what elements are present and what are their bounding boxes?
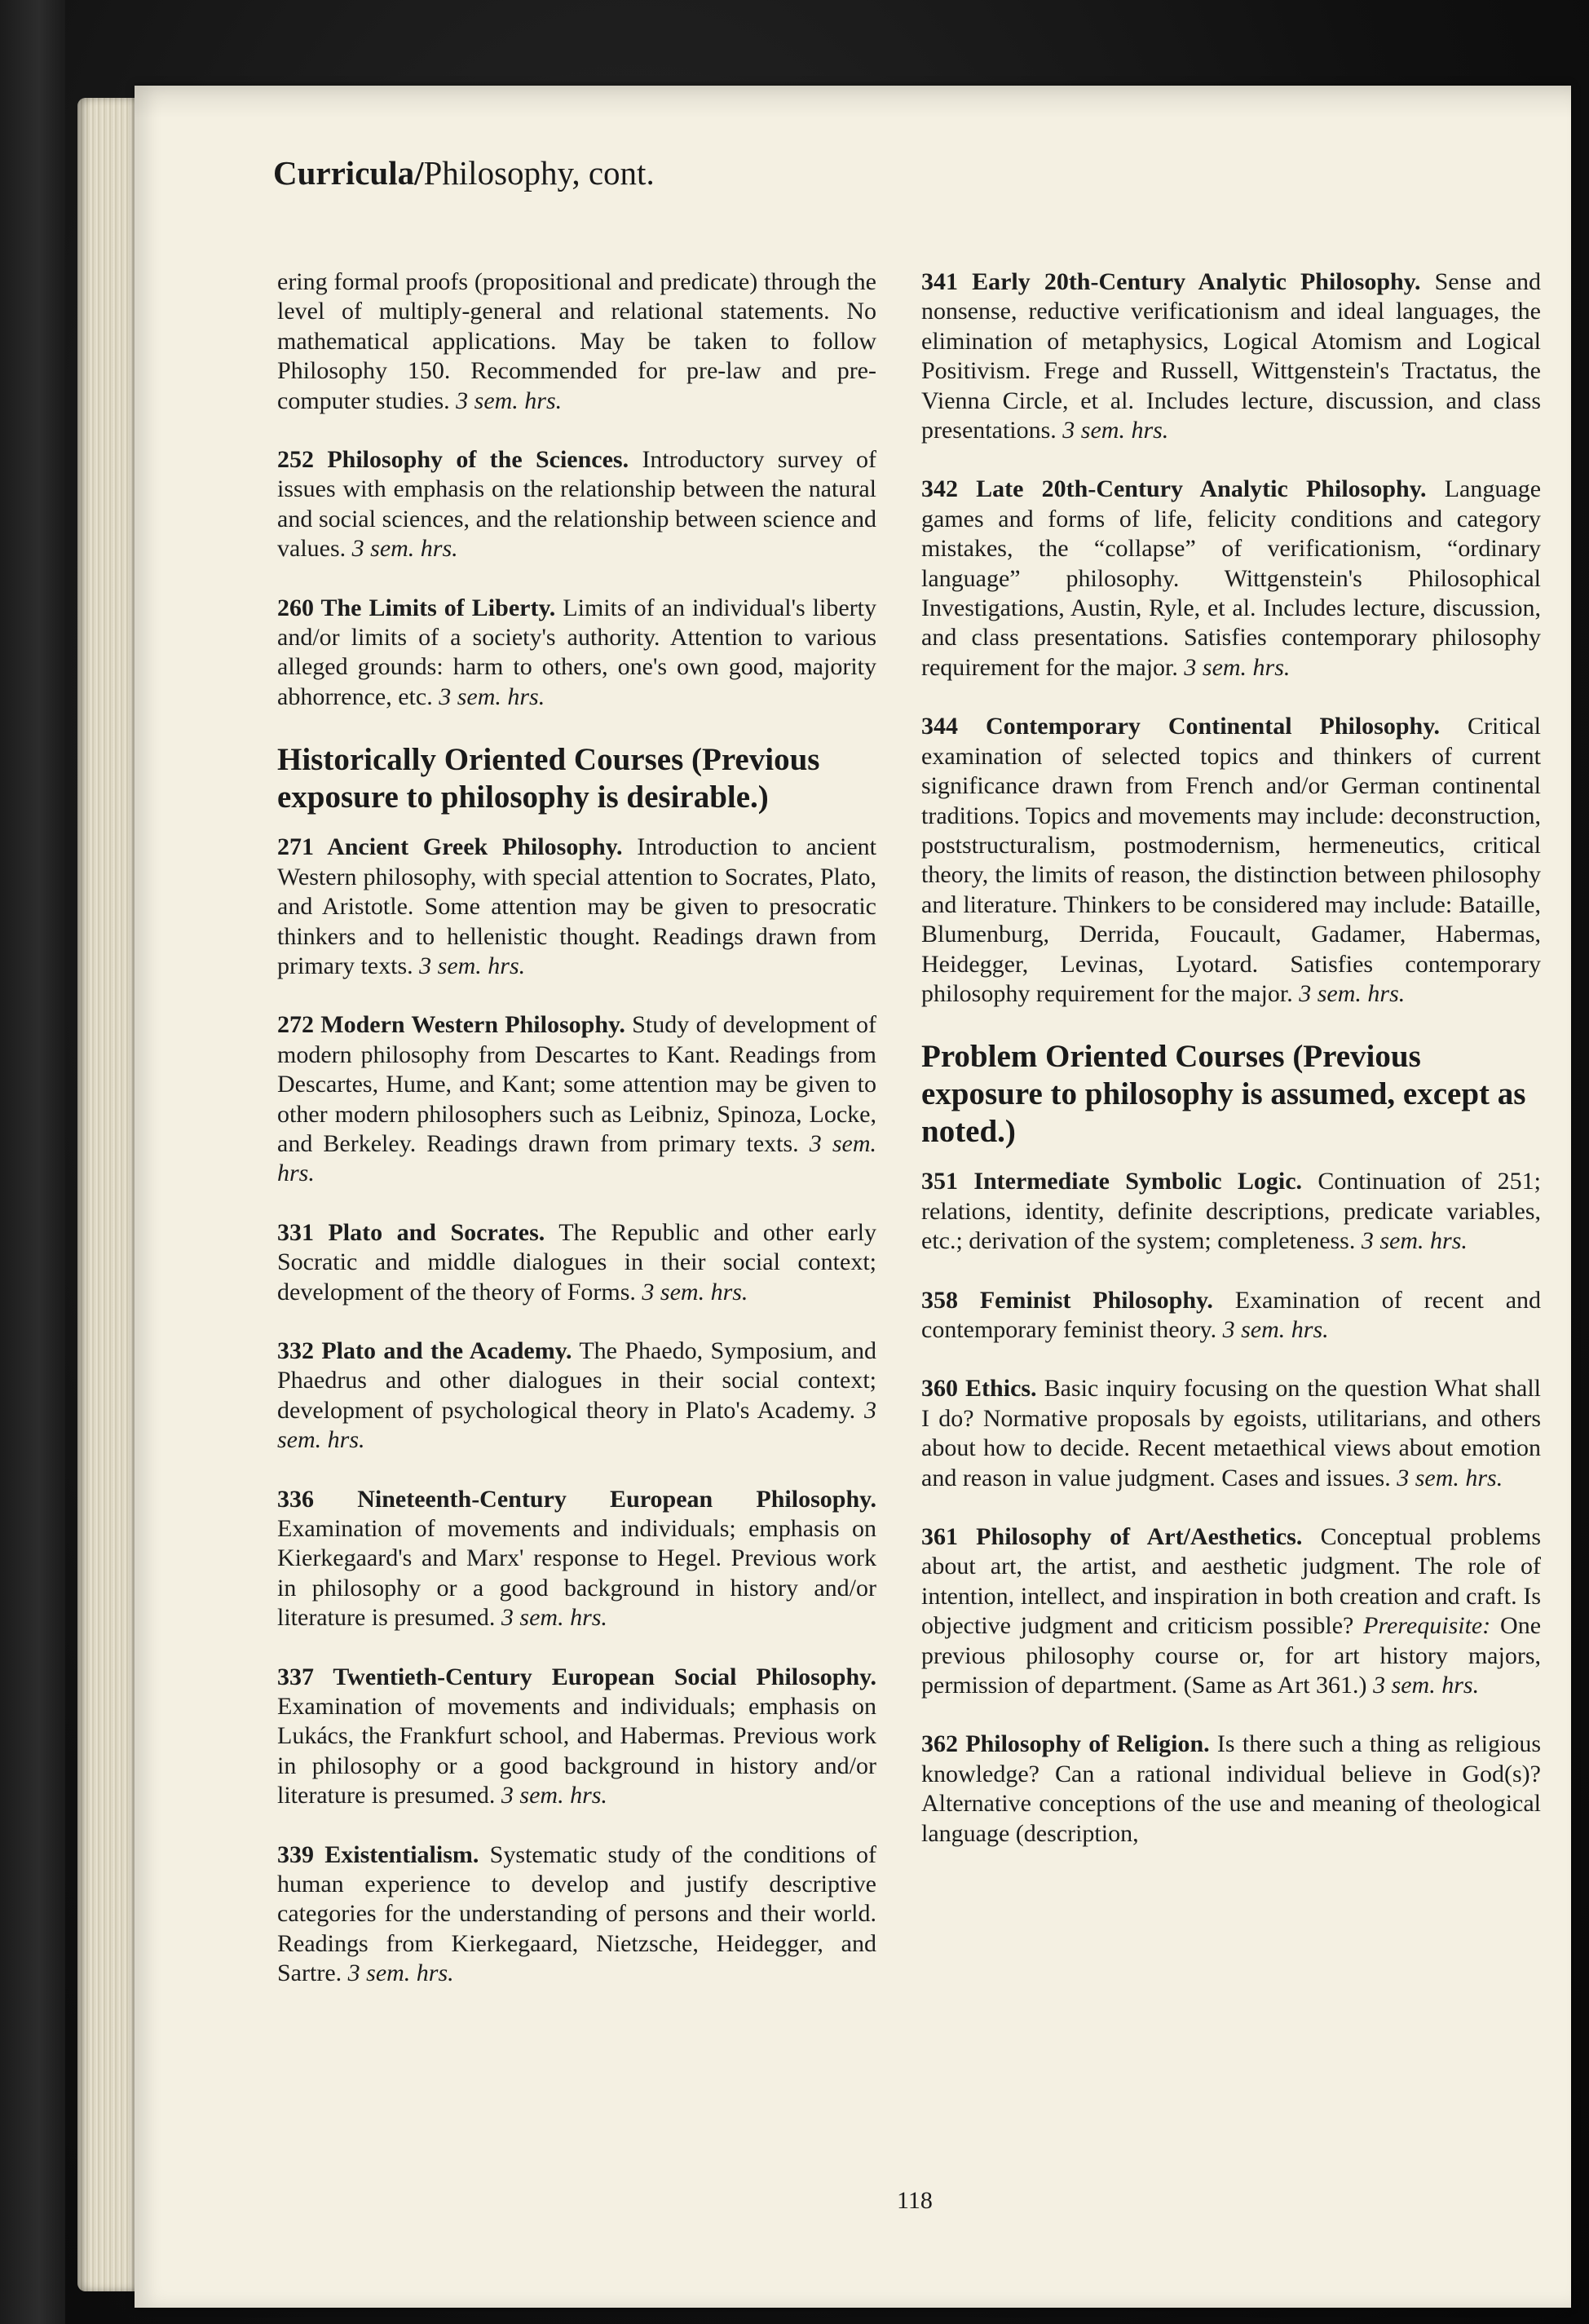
course-entry	[277, 1010, 876, 1188]
course-entry	[277, 445, 876, 564]
course-description: Introduction to ancient Western philosophy, with special attention to Socrates, Plato, and Aristotle. Some attention may be given to presocratic thinkers and to hellenistic thought. Readings drawn from primary texts.	[277, 833, 876, 979]
credit-hours: 3 sem. hrs.	[1361, 1227, 1468, 1255]
credit-hours: 3 sem. hrs.	[501, 1604, 607, 1632]
course-entry	[277, 1485, 876, 1633]
course-description: Sense and nonsense, reductive verificationism and ideal languages, the elimination of metaphysics, Logical Atomism and Logical Positivism. Frege and Russell, Wittgenstein's Tractatus, the Vienna Circle, et al. Includes lecture, discussion, and class presentations.	[921, 268, 1541, 444]
credit-hours: 3 sem. hrs.	[1397, 1464, 1503, 1491]
credit-hours: 3 sem. hrs.	[351, 535, 458, 563]
course-description: Introductory survey of issues with emphasis on the relationship between the natural and social sciences, and the relationship between science and values.	[277, 446, 876, 563]
course-entry	[277, 1840, 876, 1989]
course-description: Study of development of modern philosophy from Descartes to Kant. Readings from Descartes, Hume, and Kant; some attention may be given to other modern philosophers such as Leibniz, Spinoza, Locke, and Berkeley. Readings drawn from primary texts.	[277, 1011, 877, 1157]
course-description: Limits of an individual's liberty and/or limits of a society's authority. Attention to various alleged grounds: harm to others, one's own good, majority abhorrence, etc.	[277, 594, 876, 710]
prerequisite-label: Prerequisite:	[1363, 1612, 1491, 1640]
course-entry	[277, 1663, 876, 1811]
header-topic: Philosophy, cont.	[423, 154, 655, 192]
course-entry	[921, 1730, 1541, 1849]
credit-hours: 3 sem. hrs.	[1222, 1315, 1329, 1343]
course-title: 336 Nineteenth-Century European Philosophy.	[277, 1485, 876, 1513]
course-title: 260 The Limits of Liberty.	[277, 594, 556, 621]
header-section: Curricula/	[273, 154, 424, 192]
credit-hours: 3 sem. hrs.	[1184, 653, 1291, 681]
page-header	[273, 153, 655, 192]
course-title: 272 Modern Western Philosophy.	[277, 1011, 625, 1039]
course-entry	[921, 1374, 1541, 1493]
course-description: The Phaedo, Symposium, and Phaedrus and other dialogues in their social context; development of psychological theory in Plato's Academy.	[277, 1337, 876, 1424]
course-entry	[277, 1218, 876, 1307]
course-title: 351 Intermediate Symbolic Logic.	[921, 1168, 1303, 1195]
course-title: 360 Ethics.	[921, 1375, 1037, 1403]
course-title: 358 Feminist Philosophy.	[921, 1286, 1213, 1314]
credit-hours: 3 sem. hrs.	[1062, 417, 1169, 444]
course-entry	[277, 833, 876, 981]
course-description: Basic inquiry focusing on the question What shall I do? Normative proposals by egoists, utilitarians, and others about how to decide. Recent metaethical views about emotion and reason in value judgment. Cases and issues.	[921, 1375, 1541, 1491]
course-entry	[921, 1522, 1541, 1700]
course-title: 362 Philosophy of Religion.	[921, 1730, 1210, 1758]
credit-hours: 3 sem. hrs.	[642, 1278, 748, 1306]
credit-hours: 3 sem. hrs.	[277, 1396, 877, 1454]
course-entry	[277, 594, 876, 713]
credit-hours: 3 sem. hrs.	[277, 1129, 876, 1187]
section-heading-problem: Problem Oriented Courses (Previous exposure to philosophy is assumed, except as noted.)	[921, 1039, 1526, 1150]
course-entry	[921, 712, 1541, 1009]
course-description: Examination of movements and individuals; emphasis on Kierkegaard's and Marx' response to Hegel. Previous work in philosophy or a good background in history and/or literature is presumed.	[277, 1515, 876, 1632]
course-title: 331 Plato and Socrates.	[277, 1218, 545, 1246]
course-title: 339 Existentialism.	[277, 1840, 479, 1868]
page-stack-edge	[77, 98, 143, 2291]
left-column	[277, 267, 876, 2018]
credit-hours: 3 sem. hrs.	[347, 1959, 454, 1987]
course-title: 252 Philosophy of the Sciences.	[277, 446, 629, 474]
credit-hours: 3 sem. hrs.	[419, 952, 526, 979]
section-heading-historical: Historically Oriented Courses (Previous exposure to philosophy is desirable.)	[277, 742, 820, 815]
course-description: Conceptual problems about art, the artist, and aesthetic judgment. The role of intention, intellect, and inspiration in both creation and craft. Is objective judgment and criticism possible?	[921, 1523, 1542, 1640]
continued-course-text: ering formal proofs (propositional and predicate) through the level of multiply-general and relational statements. No mathematical applications. May be taken to follow Philosophy 150. Recommended for pre-law and pre-computer studies. 3 sem. hrs.	[277, 268, 876, 414]
course-description: Systematic study of the conditions of human experience to develop and justify descriptive categories for the understanding of persons and their world. Readings from Kierkegaard, Nietzsche, Heidegger, and Sartre.	[277, 1840, 877, 1987]
page-number: 118	[897, 2187, 933, 2214]
course-description: Critical examination of selected topics and thinkers of current significance drawn from French and/or German continental traditions. Topics and movements may include: deconstruction, poststructuralism, postmodernism, hermeneutics, critical theory, the limits of reason, the distinction between philosophy and literature. Thinkers to be considered may include: Bataille, Blumenburg, Derrida, Foucault, Gadamer, Habermas, Heidegger, Levinas, Lyotard. Satisfies contemporary philosophy requirement for the major.	[921, 713, 1541, 1007]
course-title: 332 Plato and the Academy.	[277, 1337, 572, 1364]
course-description: Is there such a thing as religious knowledge? Can a rational individual believe in God(s)? Alternative conceptions of the use and meaning of theological language (description,	[921, 1730, 1542, 1847]
credit-hours: 3 sem. hrs.	[1373, 1672, 1480, 1699]
binder-spine	[0, 0, 65, 2324]
course-entry	[921, 475, 1541, 683]
course-entry	[921, 1167, 1541, 1256]
right-column	[921, 267, 1541, 1878]
course-description: Examination of movements and individuals; emphasis on Lukács, the Frankfurt school, and Habermas. Previous work in philosophy or a good background in history and/or literature is presumed.	[277, 1693, 876, 1809]
course-description: Continuation of 251; relations, identity, definite descriptions, predicate variables, etc.; derivation of the system; completeness.	[921, 1168, 1541, 1255]
course-title: 271 Ancient Greek Philosophy.	[277, 833, 623, 861]
course-title: 344 Contemporary Continental Philosophy.	[921, 713, 1441, 740]
credit-hours: 3 sem. hrs.	[1299, 979, 1406, 1007]
course-title: 342 Late 20th-Century Analytic Philosophy.	[921, 475, 1427, 503]
credit-hours: 3 sem. hrs.	[501, 1782, 607, 1809]
course-description: Language games and forms of life, felicity conditions and category mistakes, the “collapse” of verificationism, “ordinary language” philosophy. Wittgenstein's Philosophical Investigations, Austin, Ryle, et al. Includes lecture, discussion, and class presentations. Satisfies contemporary philosophy requirement for the major.	[921, 475, 1542, 681]
course-entry	[921, 267, 1541, 445]
course-description: The Republic and other early Socratic and middle dialogues in their social context; development of the theory of Forms.	[277, 1218, 876, 1306]
course-entry	[277, 1337, 876, 1456]
course-title: 361 Philosophy of Art/Aesthetics.	[921, 1523, 1303, 1550]
credit-hours: 3 sem. hrs.	[456, 387, 563, 414]
course-description: Examination of recent and contemporary feminist theory.	[921, 1286, 1542, 1343]
credit-hours: 3 sem. hrs.	[439, 683, 545, 710]
prerequisite-text: One previous philosophy course or, for art history majors, permission of department. (Same as Art 361.)	[921, 1612, 1542, 1699]
course-title: 337 Twentieth-Century European Social Philosophy.	[277, 1663, 876, 1690]
course-title: 341 Early 20th-Century Analytic Philosophy.	[921, 268, 1421, 295]
page-shadow	[135, 86, 1571, 118]
course-entry	[921, 1286, 1541, 1345]
